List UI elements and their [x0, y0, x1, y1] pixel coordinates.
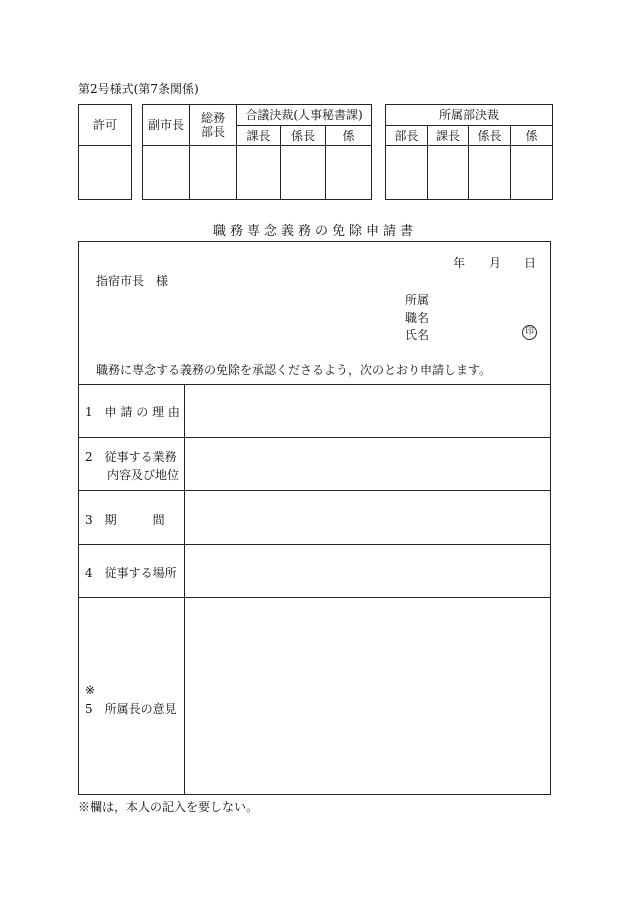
- item-1-number: 1: [85, 405, 93, 419]
- item-2-field[interactable]: [185, 438, 550, 490]
- department-approval-box: [385, 104, 553, 200]
- item-2-text: 従事する業務: [104, 450, 177, 464]
- document-title: 職務専念義務の免除申請書: [212, 224, 417, 239]
- council-approval-box: [142, 104, 372, 200]
- dept-section-chief-stamp-cell[interactable]: [428, 146, 469, 200]
- item-3-field[interactable]: [185, 491, 550, 544]
- permit-box: [78, 104, 132, 200]
- application-form: [78, 241, 551, 795]
- item-2-label: [85, 448, 177, 465]
- affiliation-label: 所属: [405, 293, 430, 307]
- council-subsection-chief-label: 係長: [281, 126, 326, 146]
- dept-director-stamp-cell[interactable]: [386, 146, 428, 200]
- seal-mark: 印: [522, 325, 537, 340]
- item-2-sublabel: 内容及び地位: [107, 468, 180, 482]
- item-4-field[interactable]: [185, 545, 550, 597]
- general-affairs-line1: 総務: [200, 111, 225, 125]
- dept-subsection-chief-stamp-cell[interactable]: [469, 146, 511, 200]
- name-label: 氏名: [405, 328, 430, 342]
- item-5-label: [85, 700, 177, 717]
- item-3-number: 3: [85, 513, 93, 527]
- permit-stamp-cell[interactable]: [79, 146, 132, 200]
- item-1-text: 申 請 の 理 由: [104, 405, 180, 419]
- vice-mayor-stamp-cell[interactable]: [143, 146, 190, 200]
- council-staff-stamp-cell[interactable]: [326, 146, 372, 200]
- item-5-note-mark: ※: [85, 683, 96, 697]
- item-5-field[interactable]: [185, 598, 550, 794]
- dept-subsection-chief-label: 係長: [469, 126, 511, 146]
- council-group-label: 合議決裁(人事秘書課): [237, 105, 372, 126]
- item-1-label: [85, 403, 180, 420]
- date-day-label: 日: [524, 256, 537, 270]
- council-staff-label: 係: [326, 126, 372, 146]
- form-number: 第2号様式(第7条関係): [78, 82, 199, 96]
- date-month-label: 月: [489, 256, 502, 270]
- council-section-chief-stamp-cell[interactable]: [237, 146, 281, 200]
- item-5-number: 5: [85, 702, 93, 716]
- item-2-number: 2: [85, 450, 93, 464]
- footnote: ※欄は，本人の記入を要しない。: [78, 800, 259, 814]
- item-3-label: [85, 511, 165, 528]
- addressee: 指宿市長 様: [96, 274, 169, 288]
- item-4-text: 従事する場所: [104, 566, 177, 580]
- general-affairs-line2: 部長: [200, 125, 225, 139]
- council-section-chief-label: 課長: [237, 126, 281, 146]
- council-subsection-chief-stamp-cell[interactable]: [281, 146, 326, 200]
- item-4-label: [85, 564, 177, 581]
- dept-director-label: 部長: [386, 126, 428, 146]
- item-3-text: 期 間: [104, 513, 165, 527]
- dept-staff-label: 係: [511, 126, 553, 146]
- dept-section-chief-label: 課長: [428, 126, 469, 146]
- position-label: 職名: [405, 311, 430, 325]
- request-statement: 職務に専念する義務の免除を承認くださるよう，次のとおり申請します。: [96, 363, 492, 377]
- dept-staff-stamp-cell[interactable]: [511, 146, 553, 200]
- date-year-label: 年: [453, 256, 466, 270]
- item-1-field[interactable]: [185, 385, 550, 437]
- dept-group-label: 所属部決裁: [386, 105, 553, 126]
- general-affairs-stamp-cell[interactable]: [190, 146, 237, 200]
- item-4-number: 4: [85, 566, 93, 580]
- general-affairs-director-label: [190, 105, 237, 146]
- permit-label: 許可: [79, 105, 132, 146]
- item-5-text: 所属長の意見: [104, 702, 177, 716]
- vice-mayor-label: 副市長: [143, 105, 190, 146]
